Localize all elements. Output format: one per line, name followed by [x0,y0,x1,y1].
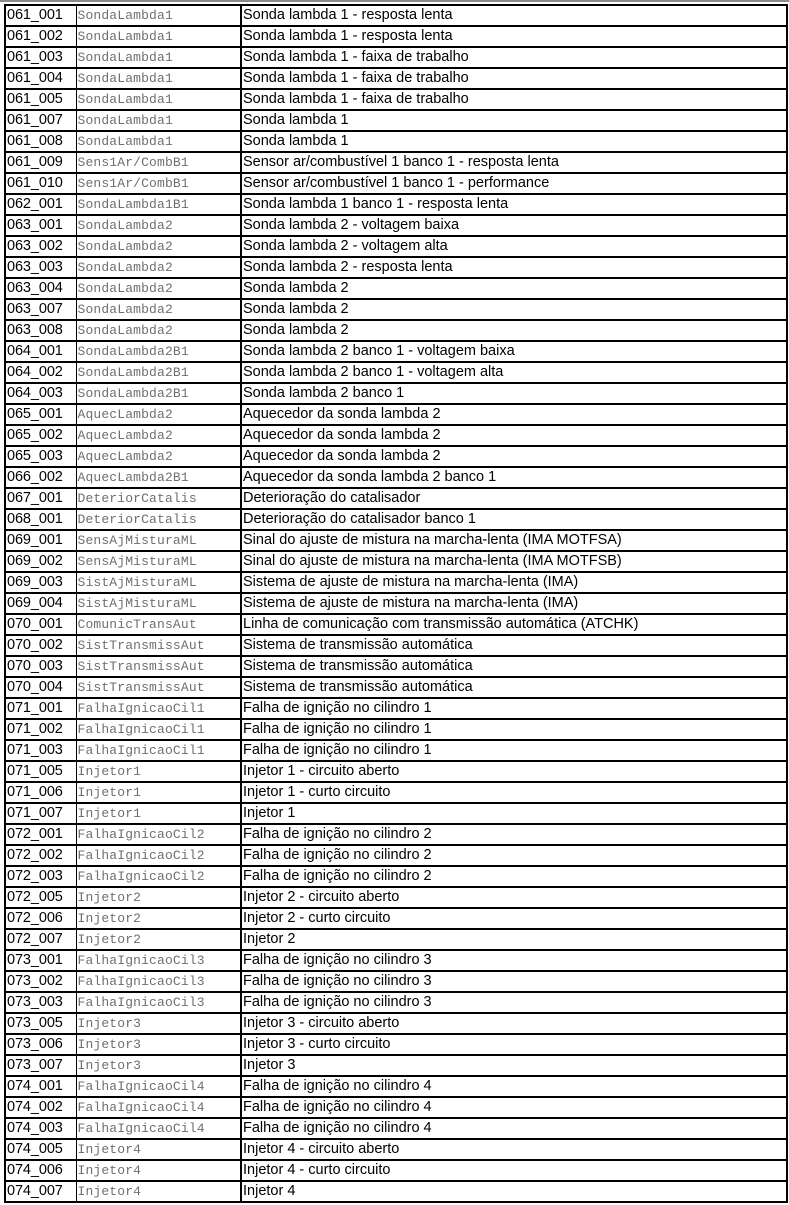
fault-identifier-cell: SondaLambda2 [76,257,241,278]
table-row [5,656,787,677]
table-row [5,5,787,26]
fault-code-cell: 068_001 [5,509,76,530]
fault-identifier-cell: SistTransmissAut [76,635,241,656]
fault-code-cell: 067_001 [5,488,76,509]
fault-code-cell: 071_002 [5,719,76,740]
fault-identifier-cell: SistTransmissAut [76,656,241,677]
fault-code-cell: 073_003 [5,992,76,1013]
fault-identifier-cell: Sens1Ar/CombB1 [76,152,241,173]
fault-identifier-cell: SensAjMisturaML [76,551,241,572]
table-row [5,929,787,950]
table-row [5,824,787,845]
fault-description-cell: Injetor 1 [241,803,787,824]
fault-identifier-cell: SondaLambda2 [76,236,241,257]
fault-code-cell: 074_003 [5,1118,76,1139]
fault-identifier-cell: Injetor4 [76,1139,241,1160]
fault-identifier-cell: FalhaIgnicaoCil4 [76,1118,241,1139]
fault-code-cell: 063_003 [5,257,76,278]
fault-identifier-cell: Injetor1 [76,803,241,824]
fault-code-cell: 071_007 [5,803,76,824]
fault-description-cell: Injetor 2 [241,929,787,950]
table-row [5,320,787,341]
fault-description-cell: Sonda lambda 2 banco 1 [241,383,787,404]
table-row [5,950,787,971]
fault-identifier-cell: Injetor2 [76,887,241,908]
table-row [5,677,787,698]
table-row [5,551,787,572]
fault-code-cell: 061_004 [5,68,76,89]
fault-identifier-cell: SondaLambda1 [76,26,241,47]
table-row [5,761,787,782]
fault-code-cell: 070_004 [5,677,76,698]
fault-description-cell: Injetor 4 - circuito aberto [241,1139,787,1160]
table-row [5,68,787,89]
fault-description-cell: Sonda lambda 2 banco 1 - voltagem alta [241,362,787,383]
fault-description-cell: Injetor 2 - curto circuito [241,908,787,929]
fault-identifier-cell: SondaLambda2 [76,320,241,341]
table-row [5,509,787,530]
fault-description-cell: Linha de comunicação com transmissão automática (ATCHK) [241,614,787,635]
fault-code-cell: 069_003 [5,572,76,593]
fault-code-cell: 074_006 [5,1160,76,1181]
fault-identifier-cell: FalhaIgnicaoCil3 [76,992,241,1013]
fault-code-cell: 061_010 [5,173,76,194]
fault-code-cell: 071_003 [5,740,76,761]
table-row [5,47,787,68]
fault-identifier-cell: SondaLambda2 [76,299,241,320]
fault-code-cell: 072_003 [5,866,76,887]
fault-code-cell: 061_003 [5,47,76,68]
fault-description-cell: Falha de ignição no cilindro 1 [241,740,787,761]
fault-description-cell: Falha de ignição no cilindro 2 [241,866,787,887]
fault-code-cell: 065_003 [5,446,76,467]
table-row [5,782,787,803]
table-row [5,971,787,992]
fault-description-cell: Sensor ar/combustível 1 banco 1 - performance [241,173,787,194]
fault-identifier-cell: FalhaIgnicaoCil1 [76,698,241,719]
fault-code-cell: 070_002 [5,635,76,656]
fault-description-cell: Injetor 3 - curto circuito [241,1034,787,1055]
fault-description-cell: Sistema de ajuste de mistura na marcha-lenta (IMA) [241,572,787,593]
table-row [5,299,787,320]
fault-description-cell: Sonda lambda 2 - voltagem baixa [241,215,787,236]
fault-code-cell: 063_007 [5,299,76,320]
fault-description-cell: Injetor 1 - curto circuito [241,782,787,803]
fault-identifier-cell: Injetor1 [76,761,241,782]
table-row [5,215,787,236]
fault-description-cell: Deterioração do catalisador [241,488,787,509]
fault-identifier-cell: Injetor2 [76,929,241,950]
fault-code-cell: 061_001 [5,5,76,26]
fault-code-cell: 072_006 [5,908,76,929]
fault-code-cell: 065_001 [5,404,76,425]
fault-identifier-cell: SondaLambda1 [76,89,241,110]
fault-identifier-cell: SondaLambda2B1 [76,383,241,404]
fault-identifier-cell: Injetor4 [76,1160,241,1181]
fault-description-cell: Sonda lambda 2 - resposta lenta [241,257,787,278]
fault-identifier-cell: SondaLambda1B1 [76,194,241,215]
fault-identifier-cell: Injetor3 [76,1055,241,1076]
table-row [5,887,787,908]
table-row [5,1118,787,1139]
fault-code-cell: 066_002 [5,467,76,488]
table-row [5,404,787,425]
fault-code-cell: 061_005 [5,89,76,110]
fault-code-cell: 064_001 [5,341,76,362]
table-row [5,1013,787,1034]
fault-identifier-cell: Injetor1 [76,782,241,803]
table-row [5,740,787,761]
fault-description-cell: Injetor 3 - circuito aberto [241,1013,787,1034]
fault-identifier-cell: AquecLambda2 [76,425,241,446]
fault-identifier-cell: FalhaIgnicaoCil3 [76,950,241,971]
fault-code-table-body [5,5,787,1202]
fault-identifier-cell: SondaLambda1 [76,68,241,89]
table-row [5,488,787,509]
table-row [5,257,787,278]
fault-description-cell: Aquecedor da sonda lambda 2 banco 1 [241,467,787,488]
table-row [5,131,787,152]
fault-description-cell: Sonda lambda 1 banco 1 - resposta lenta [241,194,787,215]
fault-description-cell: Falha de ignição no cilindro 4 [241,1097,787,1118]
fault-identifier-cell: FalhaIgnicaoCil2 [76,845,241,866]
fault-description-cell: Sonda lambda 1 [241,110,787,131]
table-row [5,446,787,467]
table-row [5,425,787,446]
fault-identifier-cell: AquecLambda2 [76,404,241,425]
fault-code-cell: 063_001 [5,215,76,236]
fault-code-cell: 073_007 [5,1055,76,1076]
fault-description-cell: Deterioração do catalisador banco 1 [241,509,787,530]
fault-description-cell: Sistema de transmissão automática [241,635,787,656]
fault-code-cell: 070_003 [5,656,76,677]
fault-code-cell: 074_002 [5,1097,76,1118]
fault-description-cell: Falha de ignição no cilindro 3 [241,992,787,1013]
table-row [5,89,787,110]
fault-identifier-cell: FalhaIgnicaoCil1 [76,740,241,761]
fault-description-cell: Sonda lambda 1 [241,131,787,152]
fault-code-cell: 069_002 [5,551,76,572]
table-row [5,1055,787,1076]
fault-description-cell: Sonda lambda 1 - resposta lenta [241,26,787,47]
fault-identifier-cell: SondaLambda2B1 [76,362,241,383]
fault-identifier-cell: SistAjMisturaML [76,572,241,593]
fault-code-cell: 072_007 [5,929,76,950]
fault-code-cell: 072_001 [5,824,76,845]
fault-description-cell: Injetor 3 [241,1055,787,1076]
fault-description-cell: Sinal do ajuste de mistura na marcha-lenta (IMA MOTFSB) [241,551,787,572]
fault-identifier-cell: Injetor2 [76,908,241,929]
fault-description-cell: Falha de ignição no cilindro 4 [241,1076,787,1097]
fault-code-cell: 073_005 [5,1013,76,1034]
fault-identifier-cell: DeteriorCatalis [76,509,241,530]
fault-identifier-cell: Injetor4 [76,1181,241,1202]
table-row [5,698,787,719]
fault-code-table [4,4,788,1203]
fault-code-cell: 061_009 [5,152,76,173]
table-row [5,152,787,173]
fault-code-cell: 071_006 [5,782,76,803]
table-row [5,530,787,551]
fault-code-cell: 064_002 [5,362,76,383]
fault-description-cell: Falha de ignição no cilindro 1 [241,698,787,719]
table-row [5,110,787,131]
fault-code-cell: 065_002 [5,425,76,446]
table-row [5,572,787,593]
fault-identifier-cell: DeteriorCatalis [76,488,241,509]
fault-description-cell: Injetor 1 - circuito aberto [241,761,787,782]
fault-identifier-cell: SondaLambda2 [76,215,241,236]
table-row [5,362,787,383]
fault-description-cell: Sistema de ajuste de mistura na marcha-lenta (IMA) [241,593,787,614]
fault-identifier-cell: Injetor3 [76,1013,241,1034]
fault-code-cell: 074_007 [5,1181,76,1202]
fault-identifier-cell: SondaLambda1 [76,131,241,152]
fault-code-cell: 073_001 [5,950,76,971]
table-row [5,635,787,656]
fault-description-cell: Injetor 4 - curto circuito [241,1160,787,1181]
fault-description-cell: Sinal do ajuste de mistura na marcha-lenta (IMA MOTFSA) [241,530,787,551]
fault-description-cell: Sonda lambda 2 [241,320,787,341]
fault-code-cell: 063_002 [5,236,76,257]
fault-description-cell: Sonda lambda 2 banco 1 - voltagem baixa [241,341,787,362]
fault-description-cell: Falha de ignição no cilindro 2 [241,845,787,866]
table-row [5,26,787,47]
fault-code-cell: 061_007 [5,110,76,131]
fault-identifier-cell: SondaLambda1 [76,5,241,26]
table-row [5,992,787,1013]
fault-code-cell: 074_005 [5,1139,76,1160]
fault-description-cell: Sonda lambda 1 - faixa de trabalho [241,68,787,89]
fault-identifier-cell: FalhaIgnicaoCil4 [76,1097,241,1118]
fault-description-cell: Falha de ignição no cilindro 4 [241,1118,787,1139]
fault-identifier-cell: FalhaIgnicaoCil2 [76,866,241,887]
fault-description-cell: Sonda lambda 2 [241,299,787,320]
fault-description-cell: Sistema de transmissão automática [241,656,787,677]
fault-identifier-cell: AquecLambda2 [76,446,241,467]
table-row [5,1160,787,1181]
fault-identifier-cell: SistTransmissAut [76,677,241,698]
fault-code-cell: 069_001 [5,530,76,551]
fault-description-cell: Aquecedor da sonda lambda 2 [241,425,787,446]
fault-description-cell: Falha de ignição no cilindro 1 [241,719,787,740]
table-row [5,341,787,362]
fault-identifier-cell: AquecLambda2B1 [76,467,241,488]
table-row [5,908,787,929]
fault-code-cell: 064_003 [5,383,76,404]
fault-identifier-cell: FalhaIgnicaoCil3 [76,971,241,992]
fault-description-cell: Sistema de transmissão automática [241,677,787,698]
fault-description-cell: Sensor ar/combustível 1 banco 1 - resposta lenta [241,152,787,173]
table-row [5,1181,787,1202]
fault-identifier-cell: SistAjMisturaML [76,593,241,614]
table-row [5,173,787,194]
fault-code-cell: 072_002 [5,845,76,866]
fault-description-cell: Sonda lambda 2 [241,278,787,299]
table-row [5,236,787,257]
fault-identifier-cell: ComunicTransAut [76,614,241,635]
fault-description-cell: Falha de ignição no cilindro 2 [241,824,787,845]
fault-code-cell: 074_001 [5,1076,76,1097]
fault-code-cell: 063_008 [5,320,76,341]
fault-description-cell: Injetor 2 - circuito aberto [241,887,787,908]
fault-identifier-cell: SensAjMisturaML [76,530,241,551]
fault-description-cell: Sonda lambda 2 - voltagem alta [241,236,787,257]
fault-code-cell: 071_005 [5,761,76,782]
fault-description-cell: Sonda lambda 1 - faixa de trabalho [241,47,787,68]
fault-description-cell: Aquecedor da sonda lambda 2 [241,404,787,425]
fault-description-cell: Falha de ignição no cilindro 3 [241,971,787,992]
fault-code-cell: 063_004 [5,278,76,299]
fault-identifier-cell: Injetor3 [76,1034,241,1055]
table-row [5,1076,787,1097]
table-row [5,614,787,635]
fault-description-cell: Sonda lambda 1 - resposta lenta [241,5,787,26]
table-row [5,383,787,404]
fault-code-cell: 073_006 [5,1034,76,1055]
fault-code-cell: 072_005 [5,887,76,908]
fault-identifier-cell: FalhaIgnicaoCil4 [76,1076,241,1097]
table-row [5,803,787,824]
table-row [5,194,787,215]
fault-identifier-cell: SondaLambda2B1 [76,341,241,362]
table-row [5,1034,787,1055]
fault-identifier-cell: SondaLambda1 [76,110,241,131]
fault-code-cell: 061_008 [5,131,76,152]
table-row [5,845,787,866]
table-row [5,593,787,614]
fault-code-cell: 070_001 [5,614,76,635]
fault-identifier-cell: FalhaIgnicaoCil1 [76,719,241,740]
table-row [5,866,787,887]
table-row [5,719,787,740]
fault-identifier-cell: FalhaIgnicaoCil2 [76,824,241,845]
fault-description-cell: Sonda lambda 1 - faixa de trabalho [241,89,787,110]
fault-code-cell: 071_001 [5,698,76,719]
table-row [5,278,787,299]
fault-description-cell: Aquecedor da sonda lambda 2 [241,446,787,467]
fault-code-cell: 061_002 [5,26,76,47]
table-row [5,1097,787,1118]
fault-identifier-cell: Sens1Ar/CombB1 [76,173,241,194]
fault-code-cell: 062_001 [5,194,76,215]
table-row [5,467,787,488]
table-row [5,1139,787,1160]
fault-identifier-cell: SondaLambda2 [76,278,241,299]
fault-description-cell: Falha de ignição no cilindro 3 [241,950,787,971]
fault-code-cell: 073_002 [5,971,76,992]
top-rule [0,0,789,2]
fault-code-cell: 069_004 [5,593,76,614]
fault-description-cell: Injetor 4 [241,1181,787,1202]
fault-identifier-cell: SondaLambda1 [76,47,241,68]
